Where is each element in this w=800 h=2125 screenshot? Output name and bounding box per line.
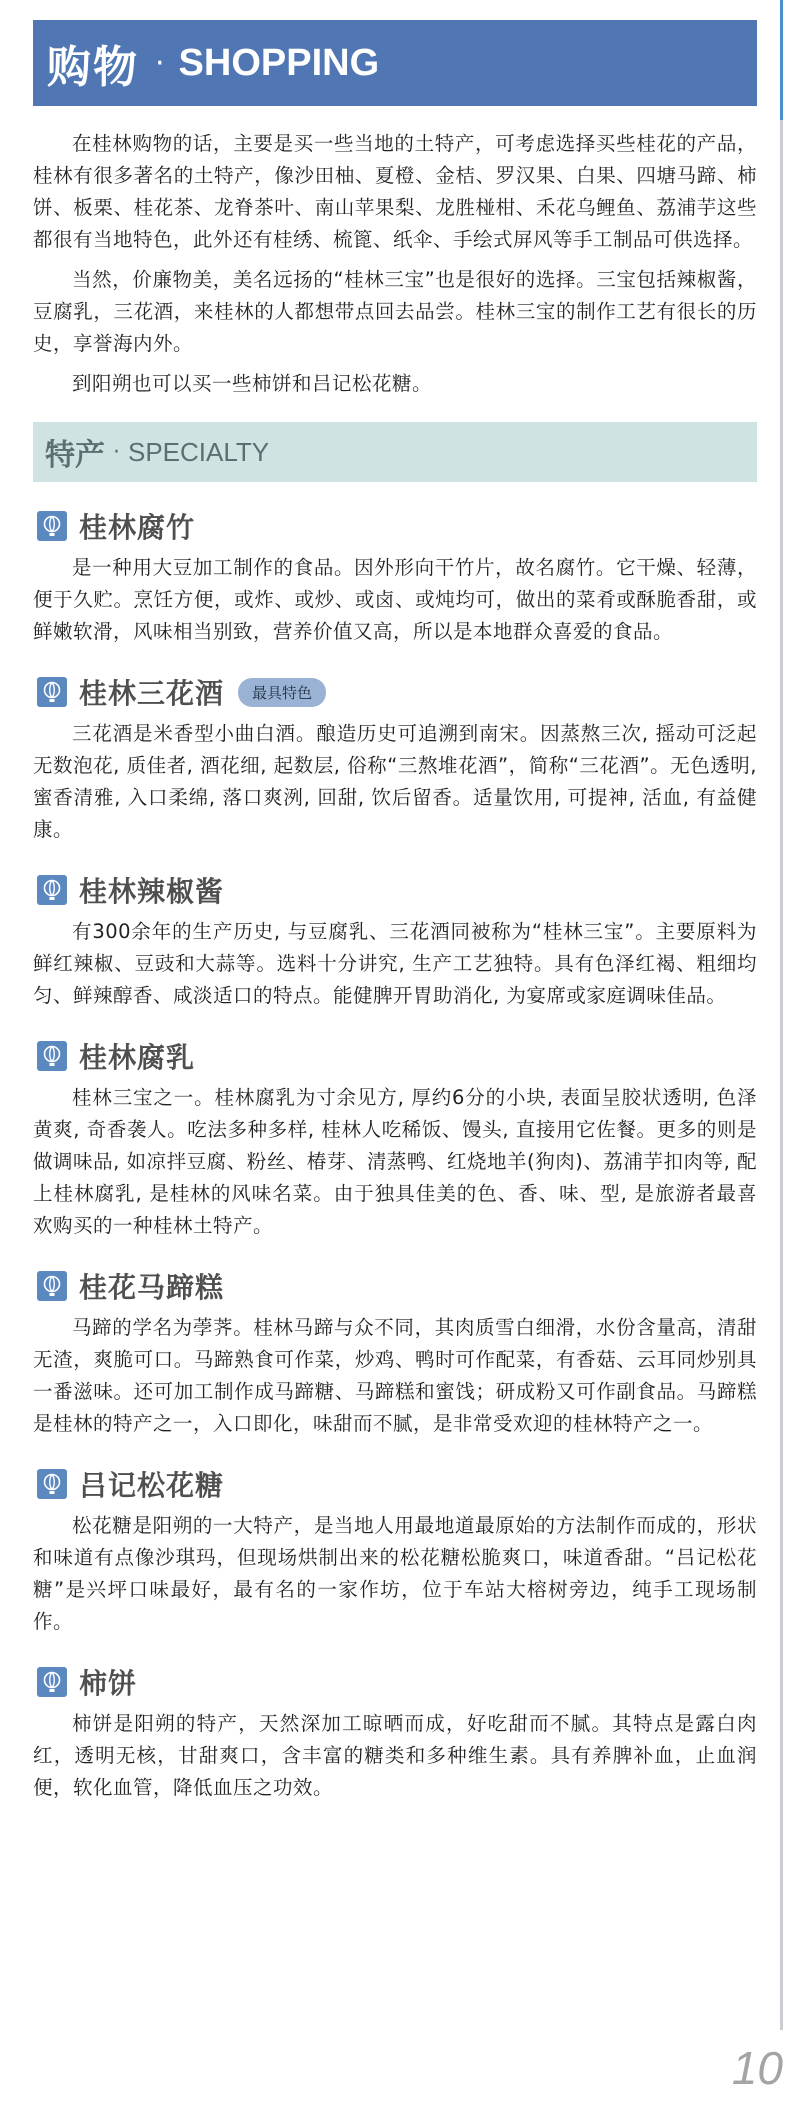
specialty-item-text: 三花酒是米香型小曲白酒。酿造历史可追溯到南宋。因蒸熬三次, 摇动可泛起无数泡花, 质佳者, 酒花细, 起数层, 俗称“三熬堆花酒”，简称“三花酒”。无色透明, 蜜香清雅, 入口柔绵, 落口爽洌, 回甜, 饮后留香。适量饮用, 可提神, 活血, 有益健康。: [33, 722, 757, 841]
shopping-section-header: [33, 20, 757, 106]
specialty-item-title: 桂林三花酒: [79, 677, 225, 710]
specialty-item-text: 柿饼是阳朔的特产，天然深加工晾晒而成，好吃甜而不腻。其特点是露白肉红，透明无核，甘甜爽口，含丰富的糖类和多种维生素。具有养脾补血，止血润便，软化血管，降低血压之功效。: [33, 1712, 757, 1799]
specialty-item-title: 吕记松花糖: [79, 1469, 225, 1502]
specialty-item-header: [33, 670, 757, 714]
specialty-title-separator: ·: [113, 439, 120, 465]
hot-air-balloon-icon: [37, 677, 67, 707]
specialty-item-title: 桂林腐乳: [79, 1041, 196, 1074]
shopping-title-separator: ·: [155, 45, 165, 81]
specialty-title-en: SPECIALTY: [128, 436, 270, 467]
hot-air-balloon-icon: [37, 1667, 67, 1697]
shopping-paragraph-1: 在桂林购物的话，主要是买一些当地的土特产，可考虑选择买些桂花的产品，桂林有很多著名的土特产，像沙田柚、夏橙、金桔、罗汉果、白果、四塘马蹄、柿饼、板栗、桂花茶、龙脊茶叶、南山苹果梨、龙胜椪柑、禾花乌鲤鱼、荔浦芋这些都很有当地特色，此外还有桂绣、梳篦、纸伞、手绘式屏风等手工制品可供选择。: [33, 132, 757, 251]
featured-badge: 最具特色: [238, 678, 326, 707]
specialty-item-header: [33, 868, 757, 912]
shopping-paragraph-3: 到阳朔也可以买一些柿饼和吕记松花糖。: [72, 372, 433, 395]
hot-air-balloon-icon: [37, 1271, 67, 1301]
specialty-item: [33, 1660, 757, 1804]
right-margin-accent: [780, 0, 783, 120]
specialty-item-title: 桂花马蹄糕: [79, 1271, 225, 1304]
specialty-item-title: 柿饼: [79, 1667, 138, 1700]
specialty-title-zh: 特产: [45, 438, 105, 473]
specialty-item: [33, 1462, 757, 1638]
specialty-item-header: [33, 1462, 757, 1506]
specialty-item-text: 桂林三宝之一。桂林腐乳为寸余见方, 厚约6分的小块, 表面呈胶状透明, 色泽黄爽, 奇香袭人。吃法多种多样, 桂林人吃稀饭、馒头, 直接用它佐餐。更多的则是做调味品, 如凉拌豆腐、粉丝、椿芽、清蒸鸭、红烧地羊(狗肉)、荔浦芋扣肉等, 配上桂林腐乳, 是桂林的风味名菜。由于独具佳美的色、香、味、型, 是旅游者最喜欢购买的一种桂林土特产。: [33, 1086, 757, 1237]
hot-air-balloon-icon: [37, 511, 67, 541]
hot-air-balloon-icon: [37, 1469, 67, 1499]
specialty-list: [33, 504, 757, 1804]
shopping-paragraph-2: 当然，价廉物美，美名远扬的“桂林三宝”也是很好的选择。三宝包括辣椒酱，豆腐乳，三花酒，来桂林的人都想带点回去品尝。桂林三宝的制作工艺有很长的历史，享誉海内外。: [33, 268, 757, 355]
specialty-item-header: [33, 1264, 757, 1308]
specialty-item: [33, 1264, 757, 1440]
specialty-item: [33, 868, 757, 1012]
hot-air-balloon-icon: [37, 1041, 67, 1071]
page-content: [33, 0, 757, 1804]
right-margin-rule: [780, 0, 783, 2030]
specialty-item-header: [33, 1034, 757, 1078]
specialty-item-text: 是一种用大豆加工制作的食品。因外形向干竹片，故名腐竹。它干燥、轻薄，便于久贮。烹饪方便，或炸、或炒、或卤、或炖均可，做出的菜肴或酥脆香甜，或鲜嫩软滑，风味相当别致，营养价值又高，所以是本地群众喜爱的食品。: [33, 556, 757, 643]
specialty-item-header: [33, 1660, 757, 1704]
specialty-item: [33, 1034, 757, 1242]
hot-air-balloon-icon: [37, 875, 67, 905]
specialty-item-text: 有300余年的生产历史, 与豆腐乳、三花酒同被称为“桂林三宝”。主要原料为鲜红辣椒、豆豉和大蒜等。选料十分讲究, 生产工艺独特。具有色泽红褐、粗细均匀、鲜辣醇香、咸淡适口的特点。能健脾开胃助消化, 为宴席或家庭调味佳品。: [33, 920, 757, 1007]
specialty-item-title: 桂林腐竹: [79, 511, 196, 544]
page-number: 10: [731, 2042, 783, 2094]
specialty-item-title: 桂林辣椒酱: [79, 875, 225, 908]
shopping-title-en: SHOPPING: [178, 41, 380, 84]
specialty-item-header: [33, 504, 757, 548]
specialty-item: [33, 504, 757, 648]
specialty-item-text: 松花糖是阳朔的一大特产，是当地人用最地道最原始的方法制作而成的，形状和味道有点像沙琪玛，但现场烘制出来的松花糖松脆爽口，味道香甜。“吕记松花糖”是兴坪口味最好，最有名的一家作坊，位于车站大榕树旁边，纯手工现场制作。: [33, 1514, 757, 1633]
shopping-title-zh: 购物: [47, 42, 139, 93]
specialty-section-header: [33, 422, 757, 482]
specialty-item-text: 马蹄的学名为荸荠。桂林马蹄与众不同，其肉质雪白细滑，水份含量高，清甜无渣，爽脆可口。马蹄熟食可作菜，炒鸡、鸭时可作配菜，有香菇、云耳同炒别具一番滋味。还可加工制作成马蹄糖、马蹄糕和蜜饯；研成粉又可作副食品。马蹄糕是桂林的特产之一，入口即化，味甜而不腻，是非常受欢迎的桂林特产之一。: [33, 1316, 757, 1435]
shopping-intro: [33, 128, 757, 400]
specialty-item: [33, 670, 757, 846]
